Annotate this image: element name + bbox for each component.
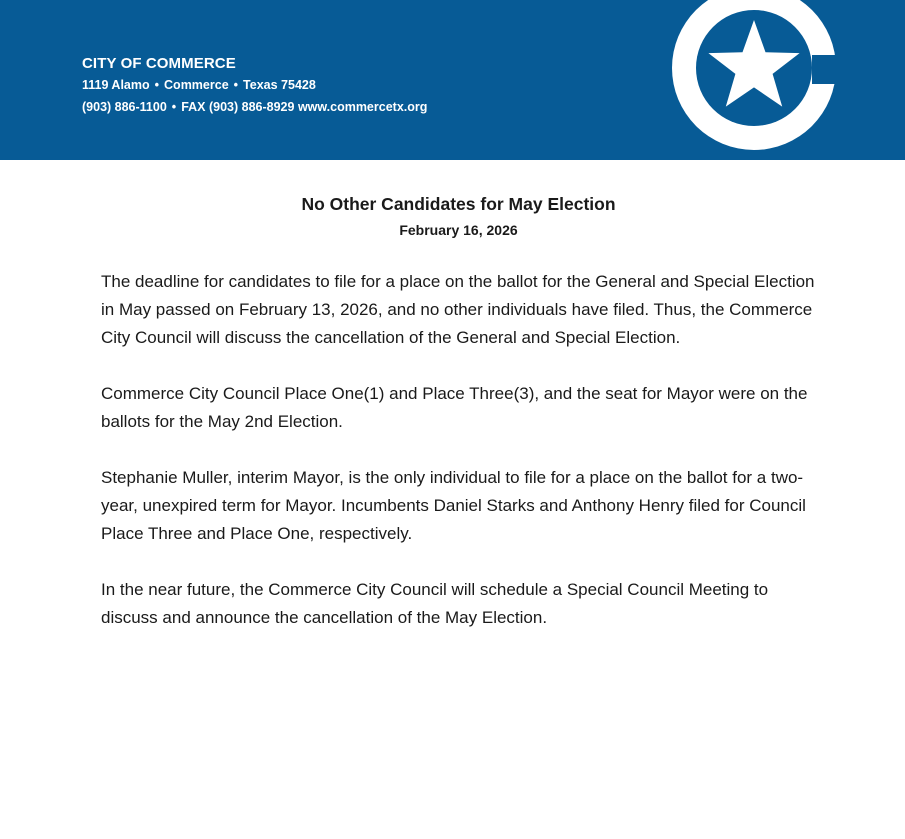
contact-line (82, 96, 427, 118)
phone-number: (903) 886-1100 (82, 100, 167, 114)
address-street: 1119 Alamo (82, 78, 150, 92)
bullet-separator: • (233, 78, 239, 92)
bullet-separator: • (154, 78, 160, 92)
fax-number: FAX (903) 886-8929 (181, 100, 295, 114)
address-state-zip: Texas 75428 (243, 78, 316, 92)
paragraph: The deadline for candidates to file for a place on the ballot for the General and Special Election in May passed on February 13, 2026, and no other individuals have filed. Thus, the Commerce City Council will discuss the cancellation of the General and Special Election. (101, 272, 815, 347)
paragraph: Commerce City Council Place One(1) and Place Three(3), and the seat for Mayor were on the ballots for the May 2nd Election. (101, 384, 808, 431)
release-title: No Other Candidates for May Election (301, 194, 616, 214)
press-release-body (101, 192, 821, 660)
paragraph: In the near future, the Commerce City Council will schedule a Special Council Meeting to discuss and announce the cancellation of the May Election. (101, 580, 769, 627)
org-contact-block (82, 54, 427, 118)
commerce-c-star-logo-icon (660, 0, 860, 160)
release-date: February 16, 2026 (399, 222, 518, 238)
bullet-separator: • (171, 100, 177, 114)
website-link[interactable]: www.commercetx.org (297, 100, 428, 114)
release-paragraphs (101, 268, 821, 632)
paragraph: Stephanie Muller, interim Mayor, is the only individual to file for a place on the ballot for a two-year, unexpired term for Mayor. Incumbents Daniel Starks and Anthony Henry filed for Council Place Three and Place One, respectively. (101, 468, 806, 543)
org-name: CITY OF COMMERCE (82, 55, 236, 72)
address-line (82, 74, 427, 96)
address-city: Commerce (164, 78, 229, 92)
letterhead-banner (0, 0, 905, 160)
